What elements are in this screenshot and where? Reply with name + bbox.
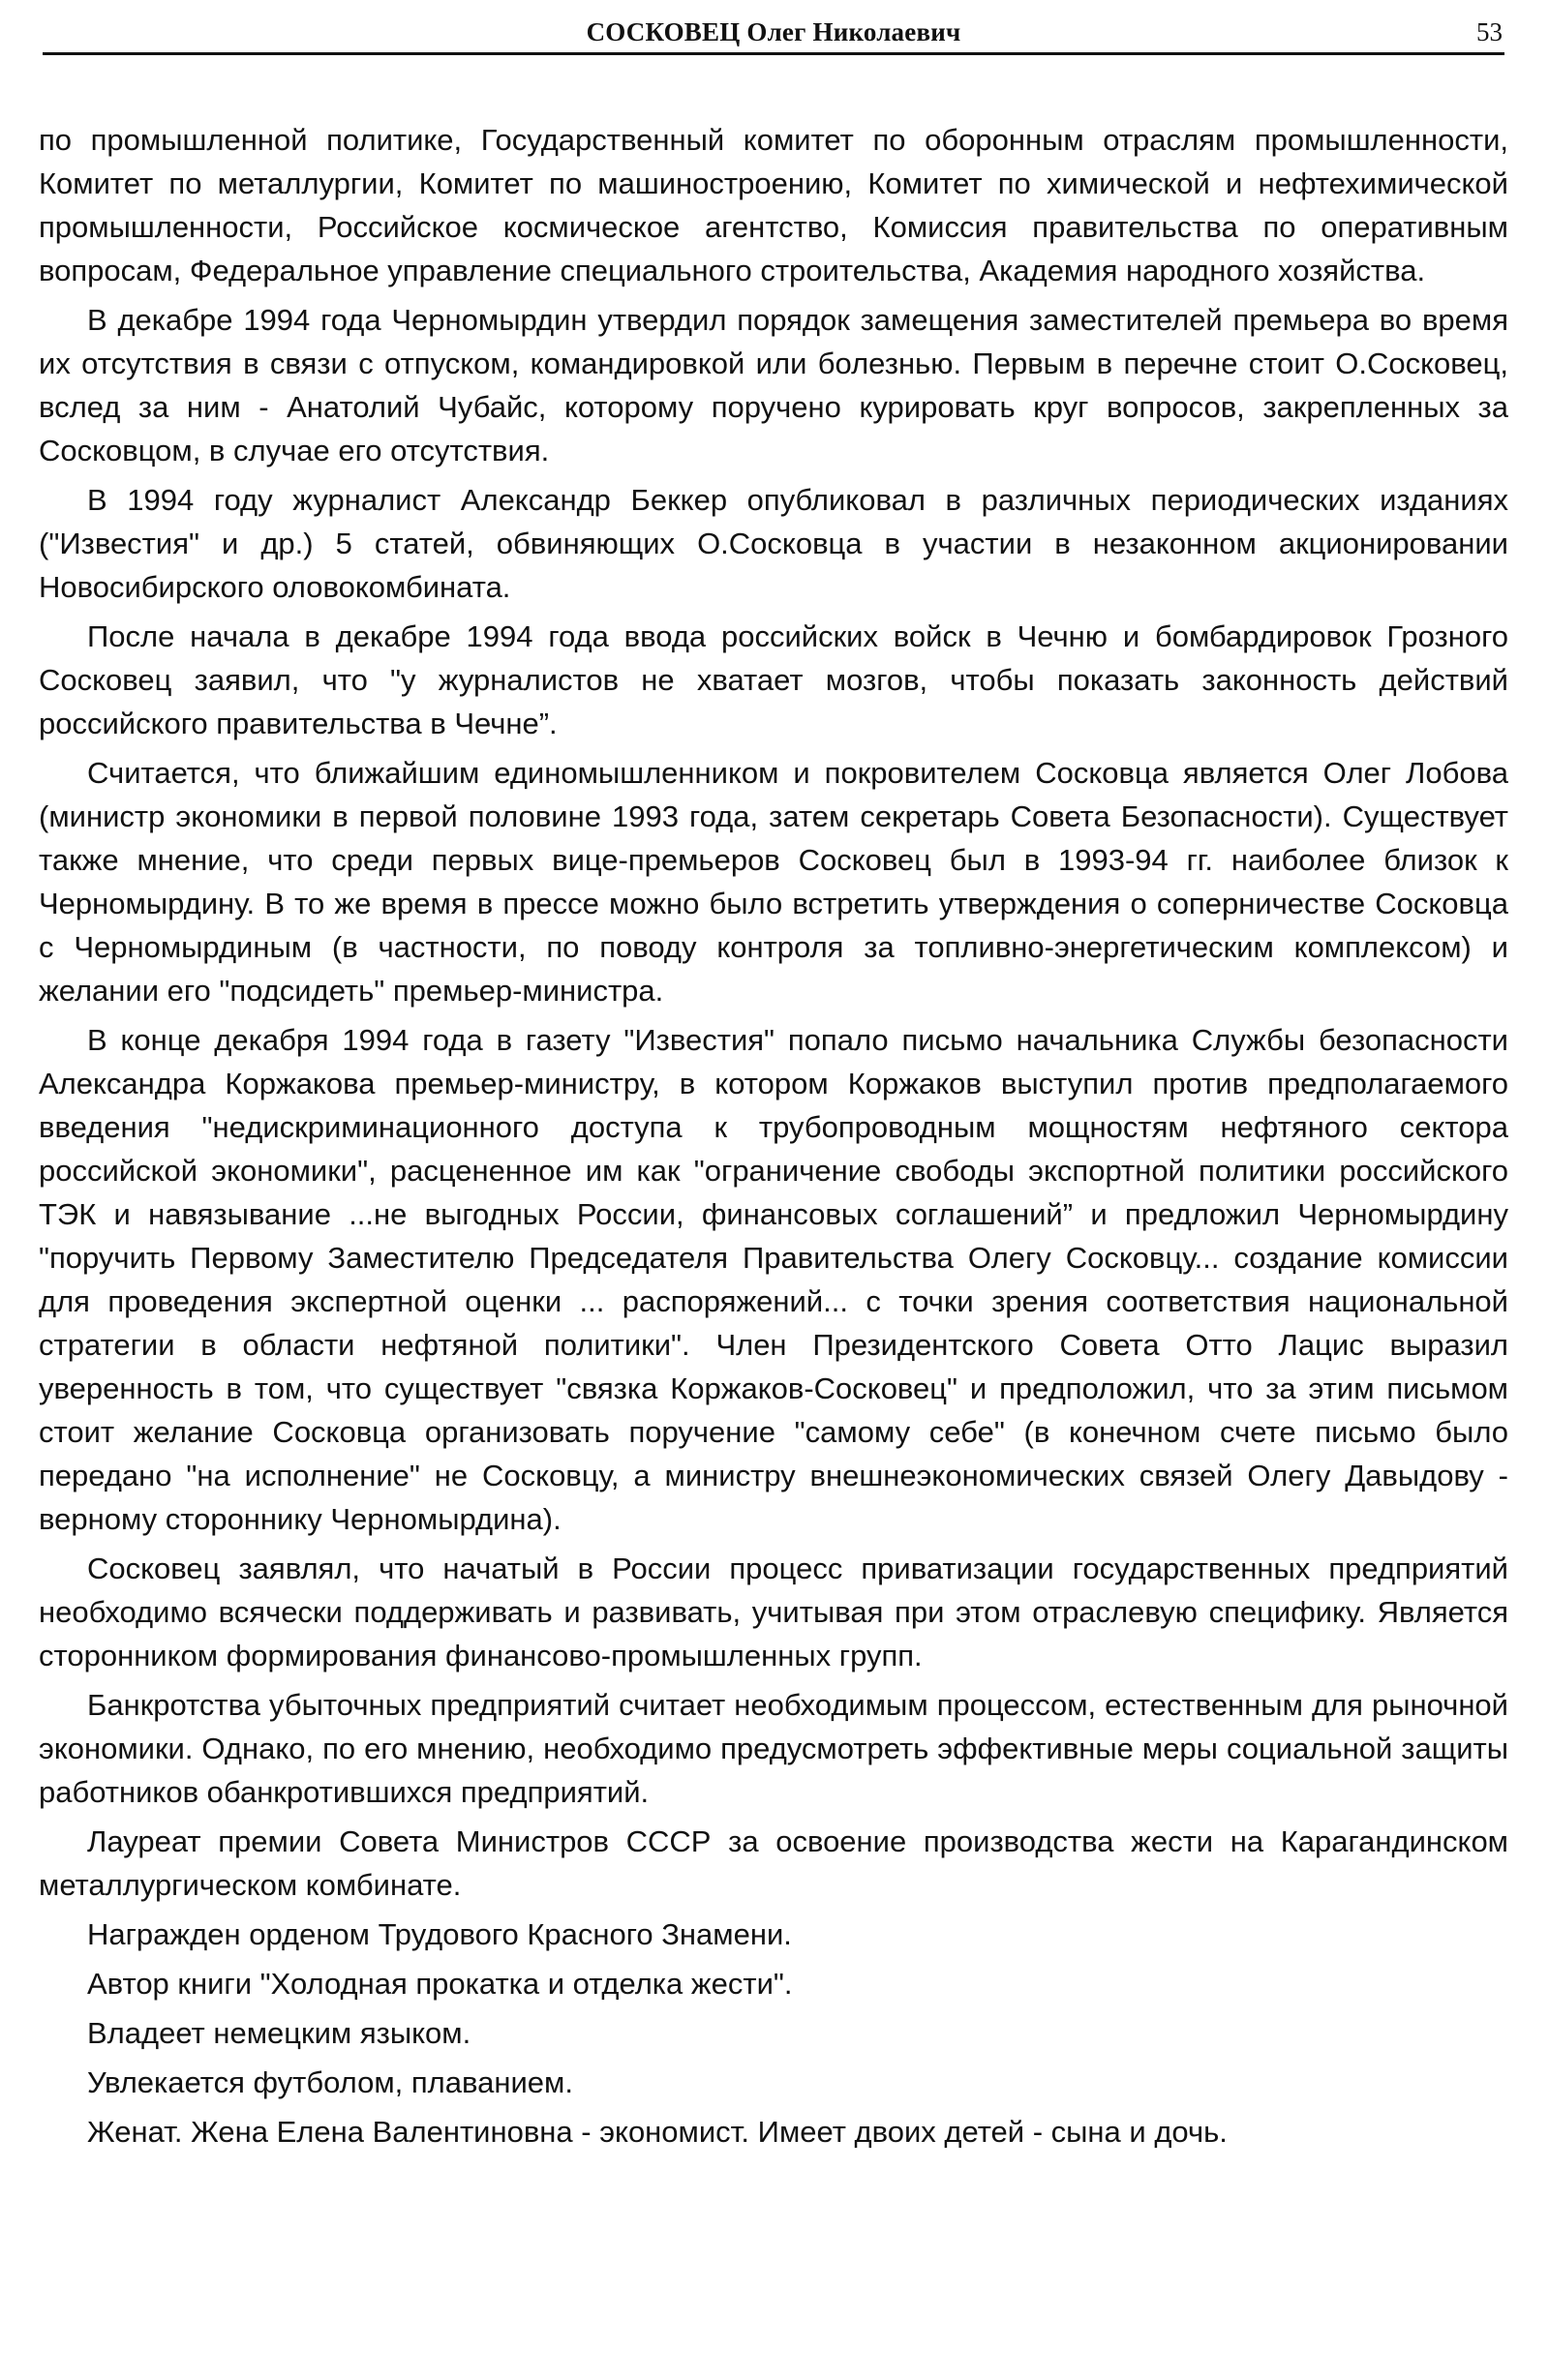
paragraph: Лауреат премии Совета Министров СССР за освоение производства жести на Карагандинском металлургическом комбинате. — [39, 1824, 1508, 1902]
paragraph: Владеет немецким языком. — [87, 2016, 471, 2050]
paragraph: Увлекается футболом, плаванием. — [87, 2065, 573, 2099]
paragraph: Сосковец заявлял, что начатый в России процесс приватизации государственных предприятий необходимо всячески поддерживать и развивать, учитывая при этом отраслевую специфику. Является сторонником формирования финансово-промышленных групп. — [39, 1552, 1508, 1672]
page-header — [43, 14, 1504, 55]
paragraph: В декабре 1994 года Черномырдин утвердил порядок замещения заместителей премьера во время их отсутствия в связи с отпуском, командировкой или болезнью. Первым в перечне стоит О.Сосковец, вслед за ним - Анатолий Чубайс, которому поручено курировать круг вопросов, закрепленных за Сосковцом, в случае его отсутствия. — [39, 303, 1508, 467]
paragraph-continuation: по промышленной политике, Государственный комитет по оборонным отраслям промышленности, Комитет по металлургии, Комитет по машиностроению, Комитет по химической и нефтехимической промышленности, Российское космическое агентство, Комиссия правительства по оперативным вопросам, Федеральное управление специального строительства, Академия народного хозяйства. — [39, 123, 1508, 287]
paragraph: В 1994 году журналист Александр Беккер опубликовал в различных периодических изданиях ("Известия" и др.) 5 статей, обвиняющих О.Сосковца в участии в незаконном акционировании Новосибирского оловокомбината. — [39, 483, 1508, 604]
running-title: СОСКОВЕЦ Олег Николаевич — [586, 17, 961, 46]
paragraph: Считается, что ближайшим единомышленником и покровителем Сосковца является Олег Лобова (министр экономики в первой половине 1993 года, затем секретарь Совета Безопасности). Существует также мнение, что среди первых вице-премьеров Сосковец был в 1993-94 гг. наиболее близок к Черномырдину. В то же время в прессе можно было встретить утверждения о соперничестве Сосковца с Черномырдиным (в частности, по поводу контроля за топливно-энергетическим комплексом) и желании его "подсидеть" премьер-министра. — [39, 756, 1508, 1008]
paragraph: Награжден орденом Трудового Красного Знамени. — [87, 1917, 792, 1951]
paragraph: Женат. Жена Елена Валентиновна - экономист. Имеет двоих детей - сына и дочь. — [87, 2115, 1228, 2149]
paragraph: В конце декабря 1994 года в газету "Известия" попало письмо начальника Службы безопасности Александра Коржакова премьер-министру, в котором Коржаков выступил против предполагаемого введения "недискриминационного доступа к трубопроводным мощностям нефтяного сектора российской экономики", расцененное им как "ограничение свободы экспортной политики российского ТЭК и навязывание ...не выгодных России, финансовых соглашений” и предложил Черномырдину "поручить Первому Заместителю Председателя Правительства Олегу Сосковцу... создание комиссии для проведения экспертной оценки ... распоряжений... с точки зрения соответствия национальной стратегии в области нефтяной политики". Член Президентского Совета Отто Лацис выразил уверенность в том, что существует "связка Коржаков-Сосковец" и предположил, что за этим письмом стоит желание Сосковца организовать поручение "самому себе" (в конечном счете письмо было передано "на исполнение" не Сосковцу, а министру внешнеэкономических связей Олегу Давыдову - верному стороннику Черномырдина). — [39, 1023, 1508, 1536]
paragraph: Автор книги "Холодная прокатка и отделка жести". — [87, 1967, 793, 2001]
paragraph: После начала в декабре 1994 года ввода российских войск в Чечню и бомбардировок Грозного Сосковец заявил, что "у журналистов не хватает мозгов, чтобы показать законность действий российского правительства в Чечне”. — [39, 619, 1508, 740]
page-number: 53 — [1476, 17, 1503, 46]
article-body — [39, 118, 1508, 2159]
paragraph: Банкротства убыточных предприятий считает необходимым процессом, естественным для рыночной экономики. Однако, по его мнению, необходимо предусмотреть эффективные меры социальной защиты работников обанкротившихся предприятий. — [39, 1688, 1508, 1809]
